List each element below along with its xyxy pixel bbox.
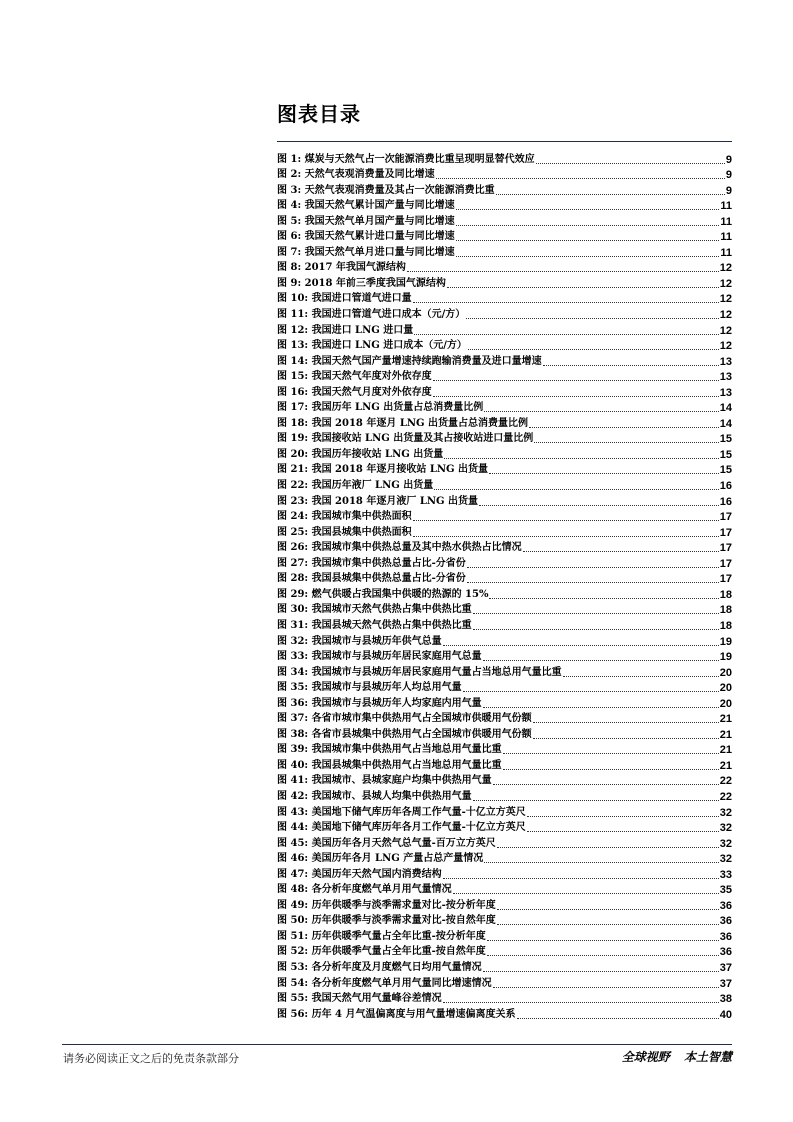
toc-entry-label: 图 33: 我国城市与县城历年居民家庭用气总量 — [277, 651, 482, 663]
toc-entry-label: 图 52: 历年供暖季气量占全年比重-按自然年度 — [277, 946, 486, 958]
toc-entry[interactable] — [277, 290, 732, 306]
toc-entry[interactable] — [277, 927, 732, 943]
toc-entry-label: 图 32: 我国城市与县城历年供气总量 — [277, 635, 442, 647]
toc-entry[interactable] — [277, 274, 732, 290]
toc-entry-leader — [453, 892, 719, 894]
toc-entry-leader — [434, 488, 719, 490]
toc-entry-label: 图 6: 我国天然气累计进口量与同比增速 — [277, 231, 455, 243]
toc-entry-label: 图 8: 2017 年我国气源结构 — [277, 262, 406, 274]
toc-entry[interactable] — [277, 461, 732, 477]
toc-entry-label: 图 41: 我国城市、县城家庭户均集中供热用气量 — [277, 775, 492, 787]
toc-entry-label: 图 30: 我国城市天然气供热占集中供热比重 — [277, 604, 472, 616]
toc-entry-page: 21 — [719, 728, 732, 741]
toc-entry-page: 12 — [719, 277, 732, 290]
toc-entry-label: 图 56: 历年 4 月气温偏离度与用气量增速偏离度关系 — [277, 1008, 516, 1020]
toc-entry-label: 图 26: 我国城市集中供热总量及其中热水供热占比情况 — [277, 542, 522, 554]
toc-entry-leader — [483, 970, 719, 972]
toc-entry-page: 17 — [719, 573, 732, 586]
toc-entry-leader — [493, 986, 719, 988]
toc-entry-leader — [407, 270, 719, 272]
toc-entry[interactable] — [277, 197, 732, 213]
toc-entry[interactable] — [277, 725, 732, 741]
toc-entry[interactable] — [277, 399, 732, 415]
toc-entry-page: 19 — [719, 635, 732, 648]
toc-entry-leader — [483, 706, 719, 708]
toc-entry-page: 14 — [719, 417, 732, 430]
toc-entry-label: 图 39: 我国城市集中供热用气占当地总用气量比重 — [277, 744, 502, 756]
toc-entry-label: 图 3: 天然气表观消费量及其占一次能源消费比重 — [277, 184, 495, 196]
toc-entry-label: 图 22: 我国历年液厂 LNG 出货量 — [277, 480, 434, 492]
toc-entry-label: 图 49: 历年供暖季与淡季需求量对比-按分析年度 — [277, 899, 496, 911]
toc-entry-page: 32 — [719, 806, 732, 819]
toc-entry[interactable] — [277, 414, 732, 430]
toc-entry-label: 图 27: 我国城市集中供热总量占比-分省份 — [277, 557, 466, 569]
toc-entry-label: 图 40: 我国县城集中供热用气占当地总用气量比重 — [277, 759, 502, 771]
toc-entry-leader — [456, 239, 720, 241]
toc-entry-page: 22 — [719, 775, 732, 788]
toc-entry-page: 17 — [719, 526, 732, 539]
toc-entry[interactable] — [277, 430, 732, 446]
toc-entry-page: 12 — [719, 340, 732, 353]
toc-entry[interactable] — [277, 212, 732, 228]
toc-entry-leader — [463, 690, 719, 692]
toc-entry-label: 图 29: 燃气供暖占我国集中供暖的热源的 15% — [277, 588, 489, 600]
toc-entry[interactable] — [277, 259, 732, 275]
toc-entry-label: 图 53: 各分析年度及月度燃气日均用气量情况 — [277, 961, 482, 973]
toc-entry[interactable] — [277, 834, 732, 850]
toc-entry-page: 9 — [725, 153, 732, 166]
toc-entry[interactable] — [277, 1005, 732, 1021]
toc-entry[interactable] — [277, 570, 732, 586]
toc-entry[interactable] — [277, 632, 732, 648]
toc-entry-page: 22 — [719, 790, 732, 803]
toc-entry-leader — [436, 177, 725, 179]
toc-entry[interactable] — [277, 476, 732, 492]
toc-entry-page: 36 — [719, 946, 732, 959]
toc-entry-label: 图 36: 我国城市与县城历年人均家庭内用气量 — [277, 697, 482, 709]
toc-entry[interactable] — [277, 881, 732, 897]
toc-entry[interactable] — [277, 741, 732, 757]
toc-entry-label: 图 25: 我国县城集中供热面积 — [277, 526, 412, 538]
toc-entry[interactable] — [277, 787, 732, 803]
toc-entry[interactable] — [277, 756, 732, 772]
toc-entry-label: 图 37: 各省市城市集中供热用气占全国城市供暖用气份额 — [277, 713, 532, 725]
toc-entry-page: 20 — [719, 666, 732, 679]
toc-entry-leader — [543, 364, 719, 366]
toc-entry-leader — [497, 923, 719, 925]
toc-entry-leader — [529, 426, 719, 428]
toc-entry-page: 35 — [719, 884, 732, 897]
toc-entry[interactable] — [277, 352, 732, 368]
toc-entry-leader — [468, 348, 719, 350]
toc-entry[interactable] — [277, 181, 732, 197]
toc-entry-leader — [443, 644, 719, 646]
toc-entry-page: 18 — [719, 604, 732, 617]
toc-entry-label: 图 55: 我国天然气用气量峰谷差情况 — [277, 993, 442, 1005]
toc-entry-page: 32 — [719, 822, 732, 835]
toc-entry-leader — [563, 675, 719, 677]
toc-entry-leader — [443, 877, 719, 879]
toc-entry-label: 图 51: 历年供暖季气量占全年比重-按分析年度 — [277, 930, 486, 942]
toc-entry-label: 图 54: 各分析年度燃气单月用气量同比增速情况 — [277, 977, 492, 989]
toc-entry[interactable] — [277, 772, 732, 788]
toc-entry[interactable] — [277, 243, 732, 259]
toc-entry-label: 图 17: 我国历年 LNG 出货量占总消费量比例 — [277, 402, 484, 414]
toc-entry-label: 图 9: 2018 年前三季度我国气源结构 — [277, 277, 446, 289]
toc-entry[interactable] — [277, 958, 732, 974]
toc-entry-leader — [496, 193, 725, 195]
toc-entry[interactable] — [277, 228, 732, 244]
toc-entry[interactable] — [277, 865, 732, 881]
toc-entry-page: 18 — [719, 588, 732, 601]
toc-entry-page: 11 — [720, 231, 732, 244]
toc-entry-label: 图 16: 我国天然气月度对外依存度 — [277, 386, 432, 398]
toc-entry-label: 图 45: 美国历年各月天然气总气量-百万立方英尺 — [277, 837, 496, 849]
footer-divider — [62, 1044, 732, 1045]
toc-entry-page: 19 — [719, 651, 732, 664]
toc-entry-page: 9 — [725, 169, 732, 182]
toc-entry-leader — [533, 737, 719, 739]
toc-entry-label: 图 21: 我国 2018 年逐月接收站 LNG 出货量 — [277, 464, 489, 476]
toc-entry-page: 20 — [719, 697, 732, 710]
toc-entry-leader — [479, 504, 719, 506]
toc-entry-page: 9 — [725, 184, 732, 197]
toc-entry[interactable] — [277, 803, 732, 819]
toc-entry[interactable] — [277, 554, 732, 570]
footer-slogan-2: 本土智慧 — [683, 1050, 732, 1064]
toc-entry-leader — [473, 628, 719, 630]
toc-entry-page: 11 — [720, 200, 732, 213]
toc-entry-leader — [483, 659, 719, 661]
toc-entry-label: 图 35: 我国城市与县城历年人均总用气量 — [277, 682, 462, 694]
toc-entry[interactable] — [277, 710, 732, 726]
toc-entry-label: 图 46: 美国历年各月 LNG 产量占总产量情况 — [277, 853, 484, 865]
toc-entry-page: 13 — [719, 371, 732, 384]
toc-entry-label: 图 11: 我国进口管道气进口成本（元/方） — [277, 309, 466, 321]
toc-entry-page: 36 — [719, 899, 732, 912]
toc-entry-page: 38 — [719, 993, 732, 1006]
toc-entry-page: 33 — [719, 868, 732, 881]
toc-entry-leader — [527, 830, 719, 832]
toc-entry-page: 21 — [719, 759, 732, 772]
toc-entry[interactable] — [277, 850, 732, 866]
toc-entry-page: 14 — [719, 402, 732, 415]
toc-entry-leader — [487, 939, 719, 941]
toc-entry-page: 17 — [719, 511, 732, 524]
toc-entry-label: 图 38: 各省市县城集中供热用气占全国城市供暖用气份额 — [277, 728, 532, 740]
toc-entry-page: 12 — [719, 309, 732, 322]
toc-entry[interactable] — [277, 990, 732, 1006]
toc-entry-leader — [536, 162, 725, 164]
toc-entry-leader — [433, 379, 719, 381]
toc-entry-label: 图 50: 历年供暖季与淡季需求量对比-按自然年度 — [277, 915, 496, 927]
toc-entry-page: 17 — [719, 542, 732, 555]
toc-entry-page: 40 — [719, 1008, 732, 1021]
toc-entry[interactable] — [277, 663, 732, 679]
toc-entry[interactable] — [277, 943, 732, 959]
toc-entry-page: 15 — [719, 448, 732, 461]
toc-entry[interactable] — [277, 368, 732, 384]
toc-entry-label: 图 47: 美国历年天然气国内消费结构 — [277, 868, 442, 880]
toc-entry-leader — [467, 566, 719, 568]
toc-entry[interactable] — [277, 305, 732, 321]
toc-entry[interactable] — [277, 648, 732, 664]
table-of-figures — [277, 150, 732, 1021]
toc-entry-leader — [456, 224, 720, 226]
toc-entry-label: 图 44: 美国地下储气库历年各月工作气量-十亿立方英尺 — [277, 822, 526, 834]
toc-entry-leader — [523, 550, 719, 552]
toc-entry-label: 图 20: 我国历年接收站 LNG 出货量 — [277, 448, 444, 460]
toc-entry-page: 32 — [719, 853, 732, 866]
toc-entry-page: 11 — [720, 246, 732, 259]
toc-entry[interactable] — [277, 523, 732, 539]
toc-entry-leader — [534, 441, 719, 443]
toc-entry-leader — [497, 908, 719, 910]
toc-entry-page: 12 — [719, 293, 732, 306]
toc-entry-label: 图 14: 我国天然气国产量增速持续跑输消费量及进口量增速 — [277, 355, 542, 367]
toc-entry-leader — [484, 410, 719, 412]
toc-entry-label: 图 19: 我国接收站 LNG 出货量及其占接收站进口量比例 — [277, 433, 534, 445]
toc-entry[interactable] — [277, 150, 732, 166]
toc-entry-leader — [497, 846, 719, 848]
toc-entry-label: 图 2: 天然气表观消费量及同比增速 — [277, 169, 435, 181]
toc-entry-page: 21 — [719, 744, 732, 757]
toc-entry-label: 图 13: 我国进口 LNG 进口成本（元/方） — [277, 340, 467, 352]
toc-entry-leader — [456, 255, 720, 257]
toc-entry-page: 36 — [719, 915, 732, 928]
toc-entry-page: 13 — [719, 386, 732, 399]
footer-disclaimer: 请务必阅读正文之后的免责条款部分 — [63, 1052, 239, 1065]
toc-entry-leader — [484, 861, 719, 863]
toc-entry-leader — [473, 799, 719, 801]
toc-entry-label: 图 4: 我国天然气累计国产量与同比增速 — [277, 200, 455, 212]
toc-entry[interactable] — [277, 166, 732, 182]
toc-entry-leader — [503, 768, 719, 770]
toc-entry-leader — [443, 1001, 719, 1003]
toc-entry-page: 16 — [719, 495, 732, 508]
toc-entry-label: 图 42: 我国城市、县城人均集中供热用气量 — [277, 790, 472, 802]
toc-entry-leader — [444, 457, 719, 459]
toc-entry[interactable] — [277, 321, 732, 337]
toc-entry-page: 13 — [719, 355, 732, 368]
toc-entry-label: 图 7: 我国天然气单月进口量与同比增速 — [277, 246, 455, 258]
toc-entry-label: 图 28: 我国县城集中供热总量占比-分省份 — [277, 573, 466, 585]
toc-entry-label: 图 34: 我国城市与县城历年居民家庭用气量占当地总用气量比重 — [277, 666, 562, 678]
toc-entry-label: 图 1: 煤炭与天然气占一次能源消费比重呈现明显替代效应 — [277, 153, 535, 165]
toc-entry[interactable] — [277, 585, 732, 601]
toc-entry[interactable] — [277, 819, 732, 835]
toc-entry-leader — [517, 1017, 719, 1019]
toc-entry-page: 20 — [719, 682, 732, 695]
toc-entry[interactable] — [277, 616, 732, 632]
toc-entry-label: 图 5: 我国天然气单月国产量与同比增速 — [277, 215, 455, 227]
toc-entry-leader — [447, 286, 719, 288]
title-divider — [277, 141, 732, 142]
footer-slogan — [622, 1048, 732, 1065]
toc-entry-leader — [456, 208, 720, 210]
toc-entry[interactable] — [277, 337, 732, 353]
toc-entry[interactable] — [277, 508, 732, 524]
toc-entry-leader — [467, 581, 719, 583]
toc-entry-page: 12 — [719, 262, 732, 275]
toc-entry-label: 图 43: 美国地下储气库历年各周工作气量-十亿立方英尺 — [277, 806, 526, 818]
toc-entry[interactable] — [277, 694, 732, 710]
toc-entry[interactable] — [277, 492, 732, 508]
toc-entry-page: 36 — [719, 930, 732, 943]
toc-entry-page: 18 — [719, 619, 732, 632]
toc-entry[interactable] — [277, 383, 732, 399]
toc-entry[interactable] — [277, 601, 732, 617]
toc-entry-label: 图 18: 我国 2018 年逐月 LNG 出货量占总消费量比例 — [277, 417, 529, 429]
toc-entry-page: 15 — [719, 433, 732, 446]
toc-entry-leader — [493, 783, 719, 785]
toc-entry-leader — [413, 519, 719, 521]
toc-entry-page: 12 — [719, 324, 732, 337]
toc-entry-leader — [527, 815, 719, 817]
toc-entry-page: 37 — [719, 961, 732, 974]
toc-entry-page: 32 — [719, 837, 732, 850]
toc-entry-leader — [433, 395, 719, 397]
toc-entry[interactable] — [277, 912, 732, 928]
toc-entry[interactable] — [277, 896, 732, 912]
toc-entry-label: 图 15: 我国天然气年度对外依存度 — [277, 371, 432, 383]
toc-entry-label: 图 10: 我国进口管道气进口量 — [277, 293, 412, 305]
toc-entry-page: 37 — [719, 977, 732, 990]
toc-entry-label: 图 23: 我国 2018 年逐月液厂 LNG 出货量 — [277, 495, 479, 507]
footer-slogan-1: 全球视野 — [621, 1050, 670, 1064]
toc-entry[interactable] — [277, 539, 732, 555]
toc-entry-label: 图 24: 我国城市集中供热面积 — [277, 511, 412, 523]
toc-entry-page: 15 — [719, 464, 732, 477]
toc-entry-label: 图 48: 各分析年度燃气单月用气量情况 — [277, 884, 452, 896]
toc-entry-leader — [489, 597, 718, 599]
toc-entry[interactable] — [277, 974, 732, 990]
toc-entry-page: 11 — [720, 215, 732, 228]
toc-entry-leader — [489, 472, 719, 474]
toc-entry-leader — [414, 333, 719, 335]
toc-entry-leader — [466, 317, 719, 319]
toc-entry-page: 21 — [719, 713, 732, 726]
toc-entry-leader — [413, 535, 719, 537]
toc-entry-label: 图 31: 我国县城天然气供热占集中供热比重 — [277, 619, 472, 631]
toc-entry-leader — [487, 954, 719, 956]
toc-entry-page: 17 — [719, 557, 732, 570]
toc-entry-label: 图 12: 我国进口 LNG 进口量 — [277, 324, 414, 336]
toc-entry-leader — [533, 721, 719, 723]
toc-entry-page: 16 — [719, 480, 732, 493]
toc-entry-leader — [413, 301, 719, 303]
toc-entry[interactable] — [277, 445, 732, 461]
toc-entry-leader — [503, 752, 719, 754]
toc-entry-leader — [473, 612, 719, 614]
page-title: 图表目录 — [277, 102, 361, 126]
toc-entry[interactable] — [277, 679, 732, 695]
